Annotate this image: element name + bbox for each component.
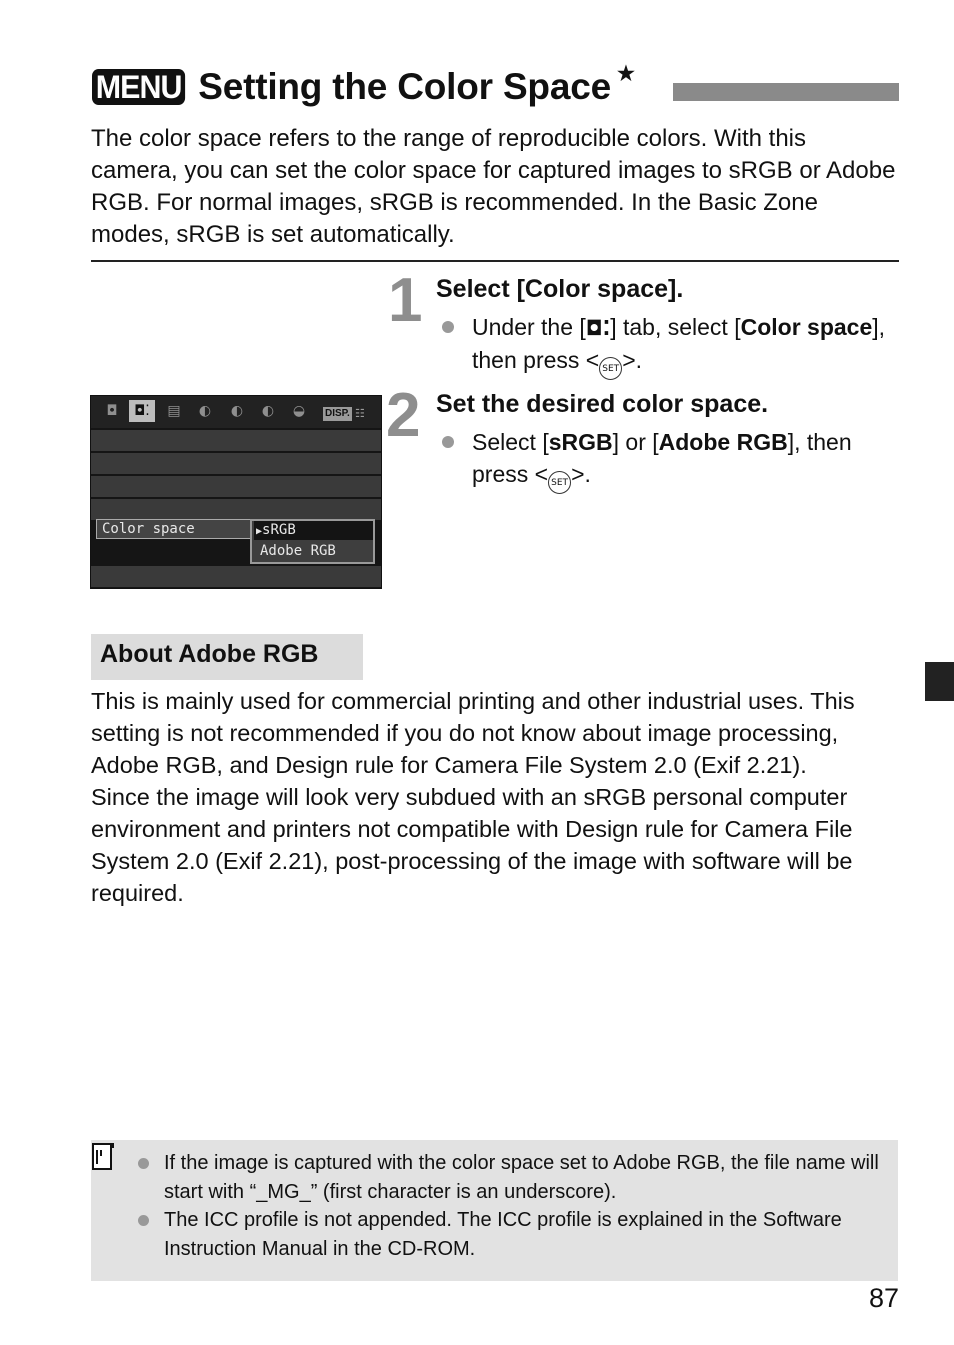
lcd-option-srgb [254, 521, 373, 540]
bullet-icon [138, 1158, 149, 1169]
step-1-text-c: ], then press < [472, 314, 886, 373]
note-text-2: The ICC profile is not appended. The ICC profile is explained in the Software Instruction Manual in the CD-ROM. [164, 1209, 842, 1260]
set-button-icon: SET [599, 357, 622, 380]
bullet-icon [138, 1215, 149, 1226]
shooting-menu-tab-icon: ◘⁚ [585, 316, 611, 340]
lcd-tab-setup-2-icon: ◐ [230, 403, 244, 419]
step-1-text-d: >. [622, 347, 643, 373]
lcd-tab-setup-1-icon: ◐ [198, 403, 212, 419]
lcd-option-popup [250, 519, 375, 564]
lcd-tab-bar [91, 396, 382, 428]
note-item [164, 1206, 884, 1264]
step-1-number: 1 [388, 266, 423, 335]
title-text: Setting the Color Space [198, 66, 611, 107]
lcd-menu-row [91, 476, 382, 497]
lcd-tab-shooting-1-icon: ◘ [106, 403, 118, 419]
step-2-text-d: >. [571, 461, 591, 487]
lcd-menu-row [91, 430, 382, 451]
set-button-icon: SET [548, 471, 571, 494]
lcd-menu-row [91, 566, 382, 587]
lcd-disp-icon: DISP. [325, 408, 350, 419]
advanced-star-icon: ★ [616, 62, 635, 85]
chapter-tab-marker [925, 662, 954, 701]
step-1-text-a: Under the [ [472, 314, 586, 340]
note-text-1: If the image is captured with the color space set to Adobe RGB, the file name will start with “_MG_” (first character is an underscore). [164, 1152, 879, 1203]
about-paragraph-2: Since the image will look very subdued with an sRGB personal computer environment and printers not compatible with Design rule for Camera File System 2.0 (Exif 2.21), post-processing of the image with software will be required. [91, 784, 853, 906]
step-2-bold-adobe-rgb: Adobe RGB [658, 429, 788, 455]
step-2-text-a: Select [ [472, 429, 549, 455]
step-1-bold-color-space: Color space [740, 314, 873, 340]
step-1-title: Select [Color space]. [436, 275, 684, 303]
intro-paragraph: The color space refers to the range of reproducible colors. With this camera, you can set the color space for captured images to sRGB or Adobe RGB. For normal images, sRGB is recommended. In the Basic Zone modes, sRGB is set automatically. [91, 125, 896, 248]
step-2-text-b: ] or [ [612, 429, 659, 455]
lcd-option-srgb-label: sRGB [262, 522, 296, 538]
lcd-info-icon: ☷ [355, 408, 365, 420]
lcd-menu-row [91, 453, 382, 474]
lcd-tab-mymenu-icon: ◒ [292, 403, 306, 419]
note-box [91, 1140, 898, 1281]
lcd-option-adobe-rgb: Adobe RGB [260, 543, 336, 559]
bullet-icon [442, 321, 454, 333]
page-title [92, 64, 635, 110]
title-decoration-bar [673, 83, 899, 101]
about-paragraph-1: This is mainly used for commercial printing and other industrial uses. This setting is not recommended if you do not know about image processing, Adobe RGB, and Design rule for Camera File System 2.0 (Exif 2.21). [91, 688, 855, 778]
bullet-icon [442, 436, 454, 448]
lcd-tab-shooting-2-icon: ◘⁚ [129, 400, 155, 422]
lcd-menu-row [91, 499, 382, 520]
camera-lcd-screen [90, 395, 382, 589]
step-2-text-c: ], then press < [472, 429, 852, 487]
lcd-tab-custom-icon: ◐ [261, 403, 275, 419]
about-adobe-rgb-heading: About Adobe RGB [91, 634, 363, 680]
about-adobe-rgb-body [91, 685, 899, 909]
step-1-text-b: ] tab, select [ [610, 314, 741, 340]
lcd-color-space-label: Color space [96, 519, 374, 539]
step-2-number: 2 [386, 381, 421, 450]
note-item [164, 1149, 884, 1207]
note-memo-icon [91, 1142, 117, 1172]
menu-badge-icon: MENU [92, 69, 185, 105]
step-1-instruction [442, 311, 899, 380]
section-divider [91, 260, 899, 262]
step-2-bold-srgb: sRGB [548, 429, 613, 455]
page-number: 87 [868, 1283, 899, 1313]
selection-caret-icon: ▶ [256, 526, 263, 537]
step-2-instruction [442, 426, 899, 494]
lcd-tab-playback-icon: ▤ [167, 403, 181, 419]
step-2-title: Set the desired color space. [436, 390, 769, 418]
